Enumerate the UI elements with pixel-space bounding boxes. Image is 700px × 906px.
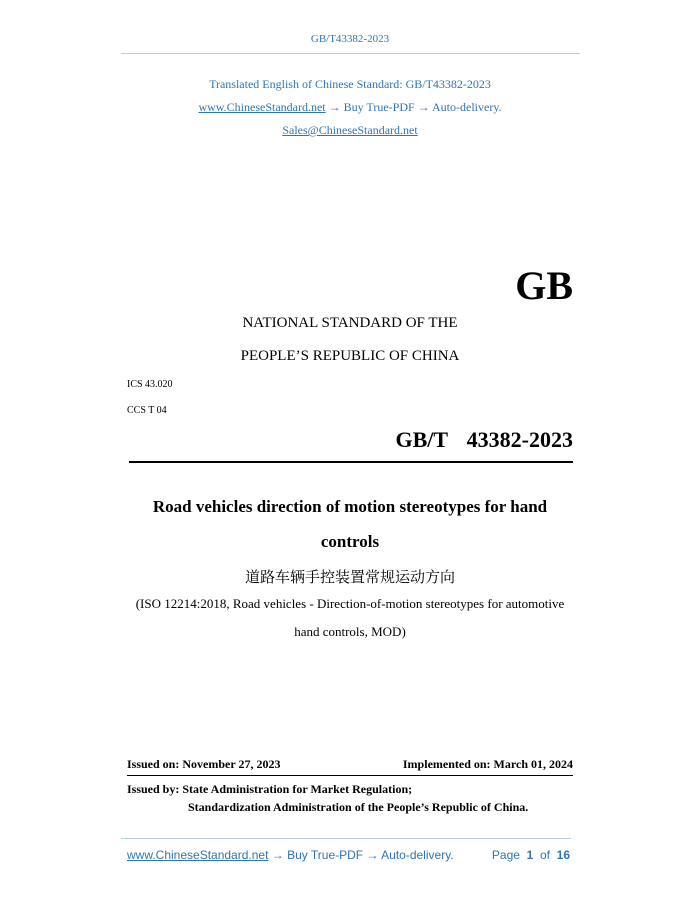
standard-number: GB/T 43382-2023 bbox=[395, 427, 573, 452]
arrow-right-icon: → bbox=[417, 100, 430, 114]
auto-delivery-text: Auto-delivery. bbox=[432, 100, 502, 114]
document-title-chinese: 道路车辆手控装置常规运动方向 bbox=[244, 568, 455, 586]
promo-links-line bbox=[0, 100, 700, 115]
buy-pdf-text: Buy True-PDF bbox=[343, 100, 415, 114]
sales-email-link[interactable]: Sales@ChineseStandard.net bbox=[282, 123, 418, 137]
national-standard-line-2: PEOPLE’S REPUBLIC OF CHINA bbox=[240, 348, 460, 364]
iso-reference-line-1: (ISO 12214:2018, Road vehicles - Direction-of-motion stereotypes for automotive bbox=[135, 596, 565, 611]
arrow-right-icon: → bbox=[271, 848, 284, 862]
issued-by-line-1: Issued by: State Administration for Market Regulation; bbox=[127, 782, 413, 796]
document-title-line-1: Road vehicles direction of motion stereotypes for hand bbox=[152, 497, 548, 516]
issued-on-date: Issued on: November 27, 2023 bbox=[127, 757, 281, 771]
standard-number-rule bbox=[129, 461, 573, 463]
page-current: 1 bbox=[526, 848, 534, 862]
iso-reference-line-2: hand controls, MOD) bbox=[294, 624, 406, 639]
arrow-right-icon: → bbox=[366, 848, 379, 862]
document-title-line-2: controls bbox=[320, 532, 380, 551]
dates-rule bbox=[127, 775, 573, 776]
page-total: 16 bbox=[556, 848, 570, 862]
page-of-label: of bbox=[539, 848, 550, 862]
national-standard-line-1: NATIONAL STANDARD OF THE bbox=[242, 315, 458, 331]
header-divider bbox=[121, 53, 580, 54]
implemented-on-date: Implemented on: March 01, 2024 bbox=[402, 757, 573, 771]
header-standard-code: GB/T43382-2023 bbox=[310, 33, 390, 45]
ics-code: ICS 43.020 bbox=[127, 379, 173, 390]
translation-notice: Translated English of Chinese Standard: GB/T43382-2023 bbox=[209, 77, 491, 91]
gb-logo: GB bbox=[515, 263, 573, 308]
footer-buy-pdf-text: Buy True-PDF bbox=[287, 848, 364, 862]
issued-by-line-2: Standardization Administration of the People’s Republic of China. bbox=[188, 800, 529, 814]
site-link[interactable]: www.ChineseStandard.net bbox=[198, 100, 326, 114]
ccs-code: CCS T 04 bbox=[127, 405, 167, 416]
footer-links bbox=[127, 848, 454, 862]
page-label: Page bbox=[491, 848, 520, 862]
footer-auto-delivery-text: Auto-delivery. bbox=[381, 848, 454, 862]
arrow-right-icon: → bbox=[328, 100, 341, 114]
page-indicator bbox=[492, 848, 570, 862]
sales-email-line bbox=[0, 123, 700, 138]
footer-site-link[interactable]: www.ChineseStandard.net bbox=[127, 848, 269, 862]
footer-divider bbox=[121, 838, 571, 839]
